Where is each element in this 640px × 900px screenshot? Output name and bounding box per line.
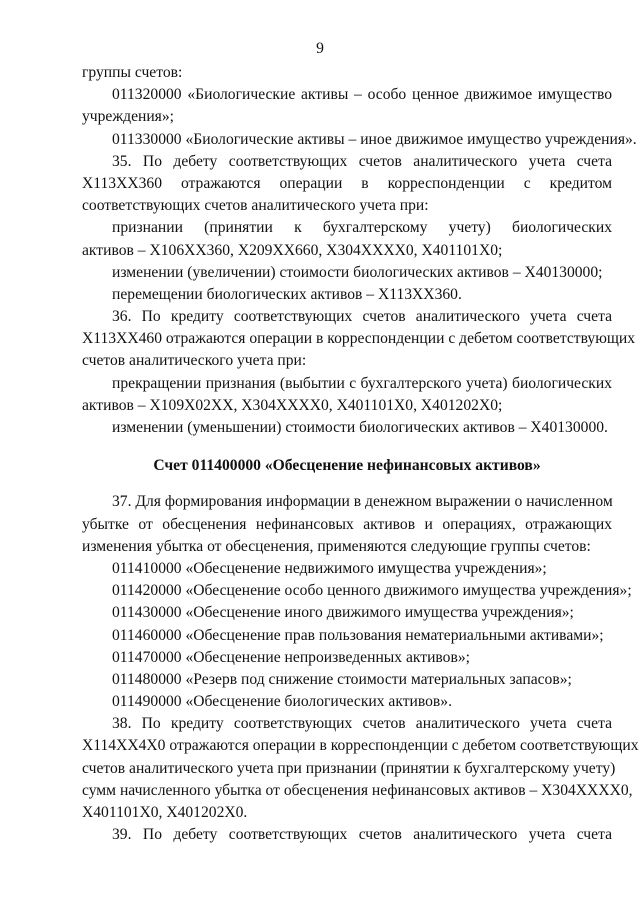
- text-line: 011490000 «Обесценение биологических активов».: [112, 693, 452, 711]
- spacer: [82, 439, 612, 455]
- text-line: прекращении признания (выбытии с бухгалтерского учета) биологических: [112, 374, 612, 392]
- text-line: 011480000 «Резерв под снижение стоимости материальных запасов»;: [112, 670, 572, 688]
- text-line: Х401101Х0, Х401202Х0.: [82, 804, 248, 821]
- text-line: изменении (увеличении) стоимости биологических активов – Х40130000;: [112, 263, 603, 281]
- text-line: 011460000 «Обесценение прав пользования нематериальными активами»;: [112, 626, 604, 644]
- text-line: 36. По кредиту соответствующих счетов аналитического учета счета: [112, 308, 612, 326]
- text-line: 011320000 «Биологические активы – особо ценное движимое имущество: [112, 86, 612, 104]
- text-line: 011430000 «Обесценение иного движимого имущества учреждения»;: [112, 604, 574, 622]
- text-line: Х113ХХ360 отражаются операции в корреспонденции с кредитом: [82, 174, 612, 192]
- text-line: счетов аналитического учета при:: [82, 352, 307, 370]
- text-line: группы счетов:: [82, 64, 183, 81]
- section-heading: Счет 011400000 «Обесценение нефинансовых активов»: [153, 457, 541, 475]
- text-line: 37. Для формирования информации в денежном выражении о начисленном: [112, 493, 613, 511]
- page-content: [82, 62, 639, 846]
- text-block-after-heading: [82, 491, 639, 846]
- text-line: Х113ХХ460 отражаются операции в корреспонденции с дебетом соответствующих: [82, 330, 636, 348]
- text-line: соответствующих счетов аналитического учета при:: [82, 197, 429, 215]
- text-line: 011410000 «Обесценение недвижимого имущества учреждения»;: [112, 559, 547, 577]
- text-line: изменения убытка от обесценения, применяются следующие группы счетов:: [82, 537, 591, 555]
- text-line: 011330000 «Биологические активы – иное движимое имущество учреждения».: [112, 130, 637, 148]
- text-line: 011420000 «Обесценение особо ценного движимого имущества учреждения»;: [112, 582, 632, 600]
- text-line: Х114ХХ4Х0 отражаются операции в корреспонденции с дебетом соответствующих: [82, 737, 639, 755]
- text-block-before-heading: [82, 62, 637, 439]
- text-line: 011470000 «Обесценение непроизведенных активов»;: [112, 648, 470, 666]
- text-line: счетов аналитического учета при признании (принятии к бухгалтерскому учету): [82, 759, 616, 777]
- text-line: 39. По дебету соответствующих счетов аналитического учета счета: [112, 826, 612, 844]
- text-line: учреждения»;: [82, 108, 174, 126]
- text-line: убытке от обесценения нефинансовых активов и операциях, отражающих: [82, 515, 612, 533]
- text-line: активов – Х106ХХ360, Х209ХХ660, Х304ХХХХ0, Х401101Х0;: [82, 241, 503, 259]
- spacer: [82, 477, 612, 491]
- text-line: перемещении биологических активов – Х113ХХ360.: [112, 285, 462, 303]
- page-number: 9: [316, 40, 324, 57]
- text-line: 35. По дебету соответствующих счетов аналитического учета счета: [112, 152, 612, 170]
- text-line: изменении (уменьшении) стоимости биологических активов – Х40130000.: [112, 419, 608, 436]
- text-line: признании (принятии к бухгалтерскому учету) биологических: [112, 219, 612, 237]
- text-line: сумм начисленного убытка от обесценения нефинансовых активов – Х304ХХХХ0,: [82, 781, 633, 799]
- text-line: 38. По кредиту соответствующих счетов аналитического учета счета: [112, 715, 612, 733]
- text-line: активов – Х109Х02ХХ, Х304ХХХХ0, Х401101Х0, Х401202Х0;: [82, 396, 503, 414]
